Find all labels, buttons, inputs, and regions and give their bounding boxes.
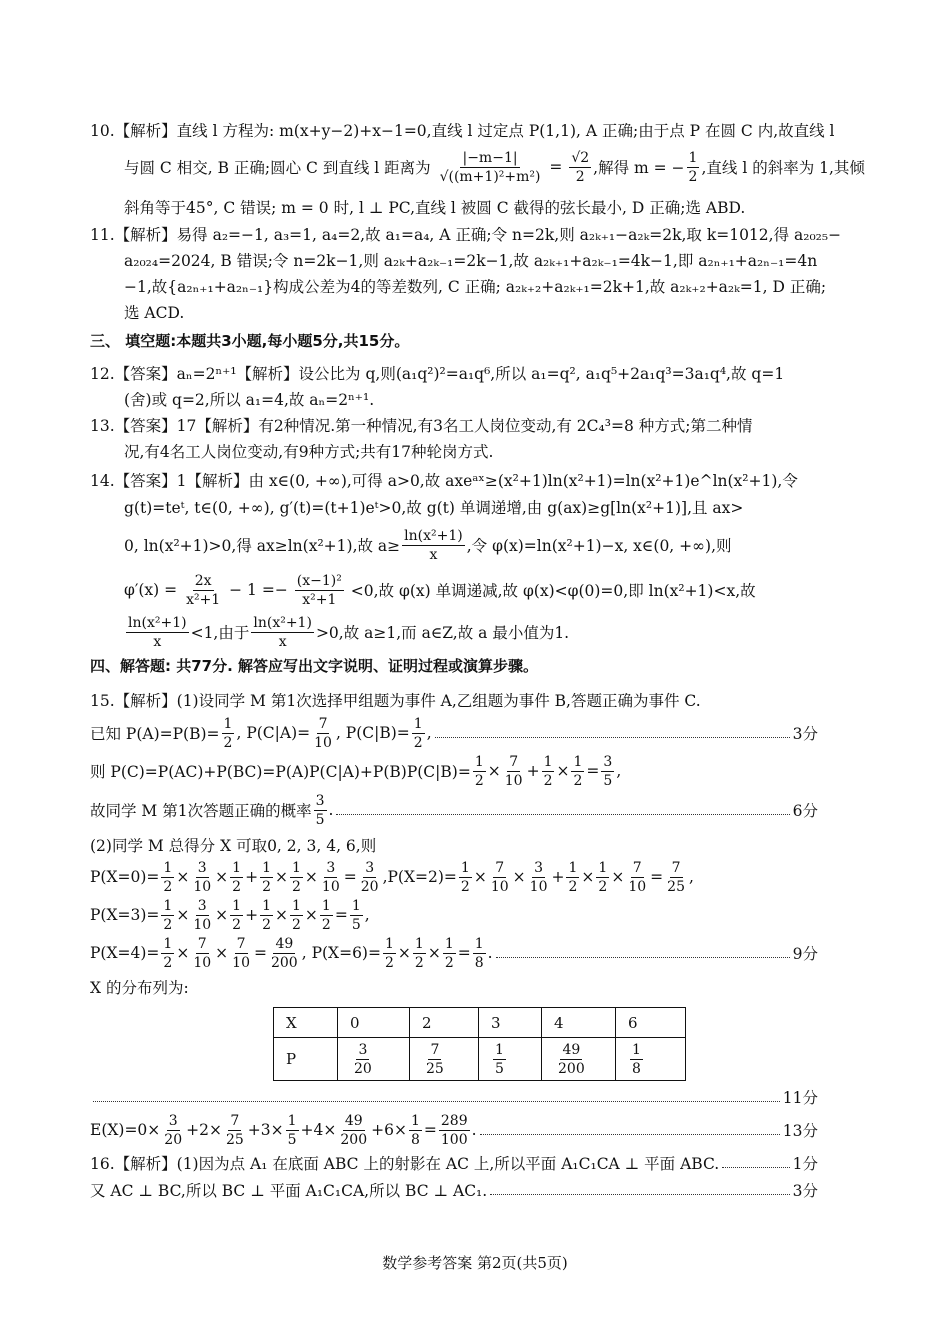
numerator: 49 (562, 1041, 581, 1058)
numerator: 1 (262, 859, 271, 876)
text-segment: ,解得 m = − (593, 159, 685, 177)
fraction (295, 572, 344, 609)
fraction (412, 715, 425, 752)
text-segment: 12.【答案】aₙ=2ⁿ⁺¹【解析】设公比为 q,则(a₁q²)²=a₁q⁶,所以 a₁=q², a₁q⁵+2a₁q³=3a₁q⁴,故 q=1 (90, 365, 785, 383)
denominator: x (429, 546, 438, 563)
fraction (161, 935, 174, 972)
score-label: 9分 (792, 945, 818, 963)
text-segment: , P(X=6)= (301, 944, 381, 962)
fraction (630, 1041, 643, 1078)
fraction (569, 149, 591, 186)
denominator: x²+1 (186, 591, 221, 608)
numerator: 1 (292, 897, 301, 914)
text-segment: , (426, 724, 432, 742)
dotted-leader (480, 1134, 780, 1135)
text-segment: . (471, 1121, 477, 1139)
score-label: 1分 (792, 1155, 818, 1173)
numerator: 3 (168, 1112, 178, 1129)
fraction (556, 1041, 587, 1078)
numerator: 1 (474, 935, 484, 952)
numerator: 7 (197, 935, 207, 952)
text-segment: −1,故{a₂ₙ₊₁+a₂ₙ₋₁}构成公差为4的等差数列, C 正确; a₂ₖ₊₂+a₂ₖ₊₁=2k+1,故 a₂ₖ₊₂+a₂ₖ=1, D 正确; (124, 278, 827, 296)
fraction (251, 614, 314, 651)
fraction (184, 572, 222, 609)
numerator: 1 (413, 715, 423, 732)
text-segment: × (215, 906, 229, 924)
dotted-leader (496, 957, 790, 958)
denominator: 2 (598, 878, 608, 895)
dotted-leader (435, 737, 790, 738)
table-cell (410, 1038, 479, 1081)
fraction (230, 935, 252, 972)
dotted-leader (722, 1167, 789, 1168)
numerator: 1 (688, 149, 698, 166)
numerator: 3 (315, 792, 325, 809)
fraction (320, 859, 342, 896)
numerator: 1 (414, 935, 424, 952)
denominator: 25 (426, 1060, 444, 1077)
text-segment: , P(C|B)= (335, 724, 410, 742)
numerator: 7 (671, 859, 681, 876)
denominator: 2 (543, 772, 553, 789)
table-cell: 6 (616, 1008, 686, 1038)
text-segment: P(X=3)= (90, 906, 160, 924)
text-segment: × (487, 762, 501, 780)
text-segment: 故同学 M 第1次答题正确的概率 (90, 802, 312, 820)
text-segment: + (245, 906, 259, 924)
denominator: 2 (474, 772, 484, 789)
numerator: 7 (509, 753, 519, 770)
text-segment: × (275, 868, 288, 886)
dotted-leader (336, 814, 789, 815)
distribution-table (273, 1007, 686, 1081)
score-label: 11分 (782, 1089, 818, 1107)
fraction (320, 897, 333, 934)
text-segment: × (176, 944, 190, 962)
denominator: √((m+1)²+m²) (439, 168, 541, 185)
text-segment: <0,故 φ(x) 单调递减,故 φ(x)<φ(0)=0,即 ln(x²+1)<x,故 (345, 582, 756, 600)
denominator: 2 (292, 916, 301, 933)
numerator: 1 (410, 1112, 420, 1129)
text-segment: = (544, 158, 568, 176)
table-header-x: X (274, 1008, 338, 1038)
numerator: (x−1)² (296, 572, 342, 589)
denominator: 10 (529, 878, 548, 895)
text-segment: >0,故 a≥1,而 a∈Z,故 a 最小值为1. (315, 624, 570, 642)
text-segment: <1,由于 (190, 624, 250, 642)
text-segment: 则 P(C)=P(AC)+P(BC)=P(A)P(C|A)+P(B)P(C|B)= (90, 763, 471, 781)
denominator: 2 (232, 916, 242, 933)
numerator: 1 (262, 897, 271, 914)
text-segment: × (304, 906, 318, 924)
text-segment: 16.【解析】(1)因为点 A₁ 在底面 ABC 上的射影在 AC 上,所以平面 A₁C₁CA ⊥ 平面 ABC. (90, 1155, 720, 1173)
text-segment: 与圆 C 相交, B 正确;圆心 C 到直线 l 距离为 (124, 159, 436, 177)
text-segment: (2)同学 M 总得分 X 可取0, 2, 3, 4, 6,则 (90, 837, 377, 855)
fraction (443, 935, 456, 972)
score-label: 13分 (782, 1122, 818, 1140)
fraction (314, 792, 327, 829)
text-segment: 四、解答题: 共77分. 解答应写出文字说明、证明过程或演算步骤。 (90, 656, 539, 675)
denominator: 2 (573, 772, 583, 789)
numerator: 7 (236, 935, 246, 952)
denominator: 200 (340, 1131, 368, 1148)
denominator: 2 (163, 916, 173, 933)
text-segment: +6× (371, 1121, 407, 1139)
text-segment: P(X=4)= (90, 944, 160, 962)
denominator: 10 (193, 878, 212, 895)
fraction (352, 1041, 374, 1078)
fraction (222, 715, 235, 752)
numerator: 1 (495, 1041, 504, 1058)
text-segment: ,直线 l 的斜率为 1,其倾 (701, 159, 865, 177)
text-segment: a₂₀₂₄=2024, B 错误;令 n=2k−1,则 a₂ₖ+a₂ₖ₋₁=2k−1,故 a₂ₖ₊₁+a₂ₖ₋₁=4k−1,即 a₂ₙ₊₁+a₂ₙ₋₁=4n (124, 252, 818, 270)
text-segment: (舍)或 q=2,所以 a₁=4,故 aₙ=2ⁿ⁺¹. (124, 391, 375, 409)
table-cell: 2 (410, 1008, 479, 1038)
numerator: 7 (632, 859, 642, 876)
fraction (269, 935, 300, 972)
fraction (126, 614, 189, 651)
text-segment: × (215, 944, 229, 962)
text-segment: 0, ln(x²+1)>0,得 ax≥ln(x²+1),故 a≥ (124, 537, 401, 555)
numerator: ln(x²+1) (404, 527, 463, 544)
fraction (224, 1112, 246, 1149)
fraction (665, 859, 687, 896)
text-segment: +2× (186, 1121, 222, 1139)
text-segment: × (512, 868, 526, 886)
text-segment: × (581, 868, 595, 886)
fraction (290, 859, 303, 896)
numerator: ln(x²+1) (253, 614, 312, 631)
denominator: 20 (354, 1060, 372, 1077)
denominator: 10 (314, 734, 332, 751)
fraction (459, 859, 472, 896)
fraction (161, 859, 174, 896)
denominator: x (153, 633, 162, 650)
fraction (286, 1112, 299, 1149)
denominator: 2 (460, 878, 470, 895)
table-cell: 0 (338, 1008, 410, 1038)
fraction (493, 1041, 506, 1078)
fraction (338, 1112, 369, 1149)
numerator: 3 (534, 859, 544, 876)
table-cell: 4 (542, 1008, 616, 1038)
fraction (230, 897, 243, 934)
numerator: 1 (232, 897, 242, 914)
fraction (409, 1112, 422, 1149)
denominator: 2 (262, 878, 271, 895)
text-segment: = (650, 868, 664, 886)
score-label: 3分 (792, 725, 818, 743)
numerator: 3 (197, 897, 207, 914)
fraction (402, 527, 465, 564)
fraction (438, 149, 543, 186)
fraction (542, 753, 555, 790)
fraction (571, 753, 584, 790)
text-segment: φ′(x) = (124, 581, 183, 599)
text-segment: . (487, 944, 493, 962)
text-segment: 斜角等于45°, C 错误; m = 0 时, l ⊥ PC,直线 l 被圆 C 截得的弦长最小, D 正确;选 ABD. (124, 199, 746, 217)
denominator: x (278, 633, 287, 650)
text-segment: − 1 =− (224, 581, 293, 599)
text-segment: 14.【答案】1【解析】由 x∈(0, +∞),可得 a>0,故 axeᵃˣ≥(x²+1)ln(x²+1)=ln(x²+1)e^ln(x²+1),令 (90, 472, 798, 490)
fraction (350, 897, 363, 934)
numerator: 1 (351, 897, 361, 914)
text-segment: × (304, 868, 318, 886)
fraction (162, 1112, 184, 1149)
dotted-leader (93, 1101, 780, 1102)
denominator: 5 (315, 811, 325, 828)
text-segment: = (343, 868, 357, 886)
text-segment: 况,有4名工人岗位变动,有9种方式;共有17种轮岗方式. (124, 443, 494, 461)
numerator: |−m−1| (462, 149, 518, 166)
table-row-x (274, 1008, 686, 1038)
text-segment: = (253, 944, 267, 962)
denominator: 10 (490, 878, 509, 895)
text-segment: = (586, 762, 600, 780)
numerator: 49 (275, 935, 294, 952)
denominator: 5 (351, 916, 361, 933)
numerator: 1 (163, 859, 173, 876)
table-cell (542, 1038, 616, 1081)
numerator: 1 (292, 859, 301, 876)
numerator: 1 (543, 753, 553, 770)
denominator: 2 (163, 954, 173, 971)
denominator: 8 (474, 954, 484, 971)
fraction (601, 753, 614, 790)
text-segment: × (176, 906, 190, 924)
text-segment: g(t)=teᵗ, t∈(0, +∞), g′(t)=(t+1)eᵗ>0,故 g(t) 单调递增,由 g(ax)≥g[ln(x²+1)],且 ax> (124, 499, 744, 517)
fraction (312, 715, 334, 752)
numerator: 3 (603, 753, 613, 770)
denominator: 10 (193, 916, 212, 933)
text-segment: + (526, 762, 540, 780)
text-segment: 已知 P(A)=P(B)= (90, 725, 220, 743)
text-segment: × (275, 906, 288, 924)
text-segment: +3× (247, 1121, 284, 1139)
numerator: 3 (197, 859, 207, 876)
fraction (473, 935, 486, 972)
numerator: 289 (440, 1112, 468, 1129)
fraction (290, 897, 303, 934)
denominator: 2 (321, 916, 331, 933)
text-segment: × (427, 944, 441, 962)
denominator: 20 (164, 1131, 183, 1148)
fraction (260, 859, 273, 896)
denominator: 2 (414, 954, 424, 971)
numerator: 3 (358, 1041, 368, 1058)
denominator: 10 (321, 878, 340, 895)
dotted-leader (490, 1194, 789, 1195)
numerator: 1 (460, 859, 470, 876)
denominator: 2 (292, 878, 301, 895)
text-segment: + (551, 868, 565, 886)
fraction (503, 753, 525, 790)
denominator: 8 (632, 1060, 641, 1077)
text-segment: 又 AC ⊥ BC,所以 BC ⊥ 平面 A₁C₁CA,所以 BC ⊥ AC₁. (90, 1182, 488, 1200)
denominator: 25 (667, 878, 685, 895)
text-segment: 选 ACD. (124, 304, 185, 322)
text-segment: , (688, 868, 694, 886)
text-segment: = (334, 906, 348, 924)
text-segment: = (423, 1121, 437, 1139)
text-segment: , (364, 906, 370, 924)
table-cell (616, 1038, 686, 1081)
denominator: 2 (232, 878, 242, 895)
text-segment: . (328, 801, 334, 819)
numerator: 7 (318, 715, 328, 732)
text-segment: × (215, 868, 229, 886)
text-segment: , (616, 762, 622, 780)
denominator: 10 (628, 878, 647, 895)
fraction (230, 859, 243, 896)
fraction (424, 1041, 446, 1078)
denominator: 10 (193, 954, 212, 971)
text-segment: + (245, 868, 259, 886)
denominator: 2 (262, 916, 271, 933)
text-segment: P(X=0)= (90, 868, 160, 886)
table-cell: 3 (479, 1008, 542, 1038)
numerator: 1 (384, 935, 394, 952)
numerator: 49 (344, 1112, 363, 1129)
denominator: 25 (225, 1131, 244, 1148)
fraction (687, 149, 700, 186)
text-segment: 三、 填空题:本题共3小题,每小题5分,共15分。 (90, 331, 410, 350)
numerator: 7 (495, 859, 505, 876)
table-cell (338, 1038, 410, 1081)
fraction (161, 897, 174, 934)
fraction (191, 897, 213, 934)
text-segment: , P(C|A)= (236, 724, 311, 742)
denominator: 2 (568, 878, 578, 895)
numerator: 3 (365, 859, 375, 876)
numerator: 7 (230, 1112, 240, 1129)
score-label: 6分 (792, 802, 818, 820)
denominator: 10 (504, 772, 523, 789)
numerator: 2x (194, 572, 212, 589)
fraction (413, 935, 426, 972)
fraction (473, 753, 486, 790)
denominator: 2 (575, 168, 585, 185)
text-segment: X 的分布列为: (90, 979, 189, 997)
fraction (383, 935, 396, 972)
text-segment: E(X)=0× (90, 1121, 161, 1139)
numerator: 1 (163, 935, 173, 952)
text-segment: 15.【解析】(1)设同学 M 第1次选择甲组题为事件 A,乙组题为事件 B,答题正确为事件 C. (90, 692, 701, 710)
denominator: 10 (232, 954, 250, 971)
text-segment: +4× (300, 1121, 337, 1139)
denominator: 100 (440, 1131, 468, 1148)
table-header-p: P (274, 1038, 338, 1081)
numerator: 1 (321, 897, 331, 914)
numerator: 1 (632, 1041, 641, 1058)
denominator: 2 (223, 734, 233, 751)
fraction (260, 897, 273, 934)
table-row-p (274, 1038, 686, 1081)
denominator: 2 (163, 878, 173, 895)
denominator: 8 (410, 1131, 420, 1148)
denominator: 2 (688, 168, 698, 185)
table-cell (479, 1038, 542, 1081)
page-footer: 数学参考答案 第2页(共5页) (382, 1254, 568, 1272)
text-segment: × (473, 868, 487, 886)
denominator: 5 (287, 1131, 297, 1148)
numerator: 1 (444, 935, 454, 952)
numerator: 3 (326, 859, 336, 876)
text-segment: = (457, 944, 471, 962)
text-segment: × (556, 762, 570, 780)
numerator: 1 (474, 753, 484, 770)
numerator: 1 (573, 753, 583, 770)
text-segment: ,P(X=2)= (382, 868, 457, 886)
fraction (626, 859, 648, 896)
denominator: 2 (384, 954, 394, 971)
fraction (191, 935, 213, 972)
text-segment: 10.【解析】直线 l 方程为: m(x+y−2)+x−1=0,直线 l 过定点 P(1,1), A 正确;由于点 P 在圆 C 内,故直线 l (90, 122, 835, 140)
text-segment: 13.【答案】17【解析】有2种情况.第一种情况,有3名工人岗位变动,有 2C₄³=8 种方式;第二种情 (90, 417, 753, 435)
denominator: x²+1 (302, 591, 337, 608)
fraction (489, 859, 511, 896)
fraction (191, 859, 213, 896)
denominator: 200 (270, 954, 298, 971)
text-segment: × (176, 868, 190, 886)
numerator: ln(x²+1) (128, 614, 187, 631)
fraction (439, 1112, 470, 1149)
text-segment: ,令 φ(x)=ln(x²+1)−x, x∈(0, +∞),则 (466, 537, 732, 555)
text-segment: × (611, 868, 625, 886)
denominator: 20 (360, 878, 379, 895)
denominator: 5 (603, 772, 613, 789)
denominator: 5 (495, 1060, 504, 1077)
numerator: 1 (287, 1112, 297, 1129)
text-segment: 11.【解析】易得 a₂=−1, a₃=1, a₄=2,故 a₁=a₄, A 正确;令 n=2k,则 a₂ₖ₊₁−a₂ₖ=2k,取 k=1012,得 a₂₀₂₅− (90, 226, 842, 244)
numerator: 1 (598, 859, 608, 876)
denominator: 200 (558, 1060, 585, 1077)
numerator: 1 (232, 859, 242, 876)
numerator: 1 (568, 859, 578, 876)
numerator: √2 (571, 149, 590, 166)
fraction (528, 859, 550, 896)
denominator: 2 (444, 954, 454, 971)
fraction (359, 859, 381, 896)
numerator: 7 (430, 1041, 440, 1058)
fraction (566, 859, 579, 896)
numerator: 1 (223, 715, 233, 732)
score-label: 3分 (792, 1182, 818, 1200)
text-segment: × (397, 944, 411, 962)
fraction (596, 859, 609, 896)
numerator: 1 (163, 897, 173, 914)
denominator: 2 (413, 734, 423, 751)
